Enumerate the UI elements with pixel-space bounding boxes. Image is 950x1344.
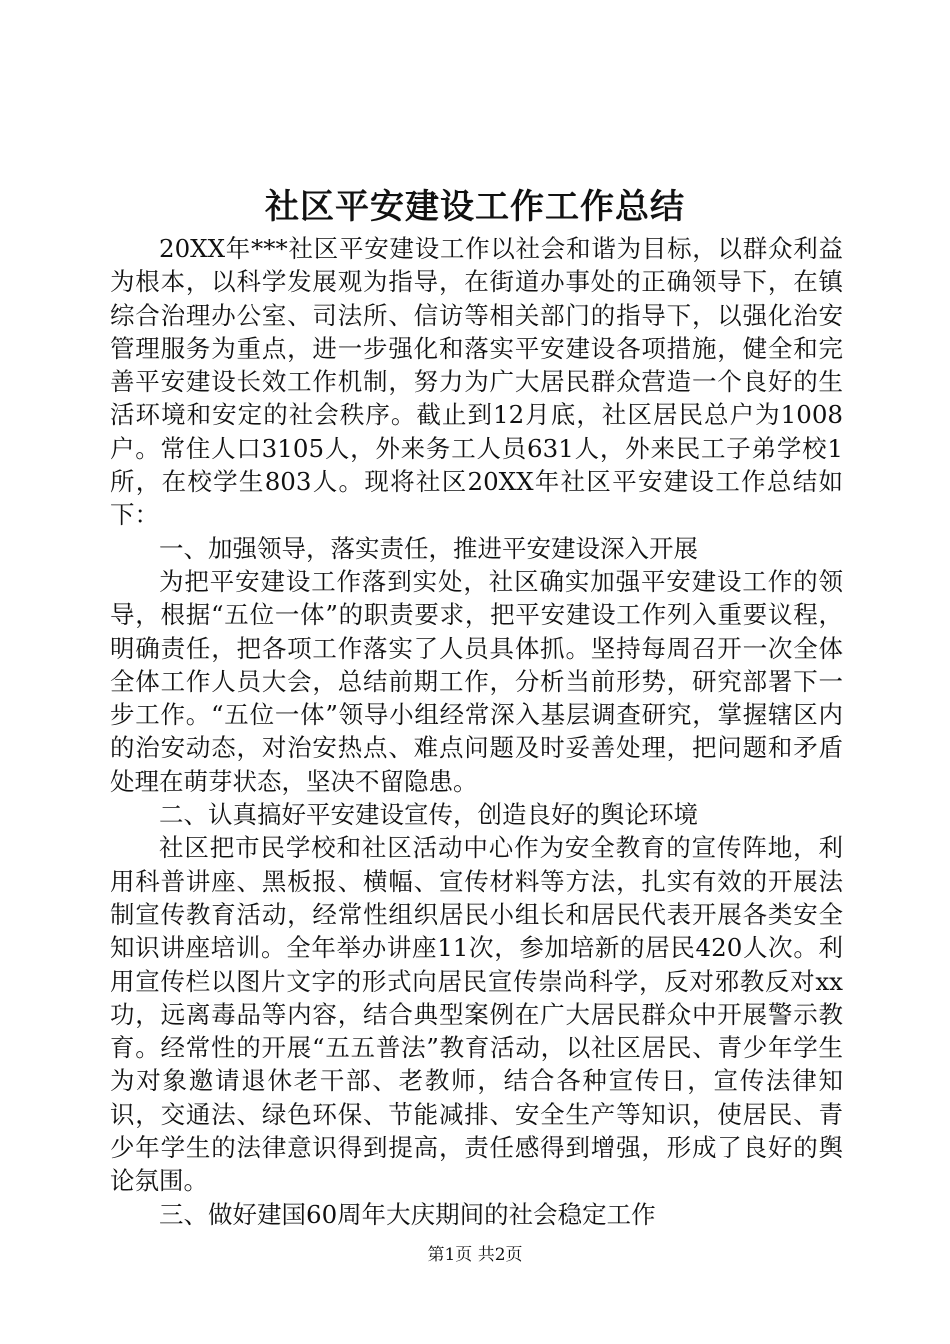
document-body	[110, 232, 843, 1231]
document-title: 社区平安建设工作工作总结	[265, 187, 685, 227]
section-1-paragraph: 为把平安建设工作落到实处，社区确实加强平安建设工作的领导，根据“五位一体”的职责要求，把平安建设工作列入重要议程，明确责任，把各项工作落实了人员具体抓。坚持每周召开一次全体全体工作人员大会，总结前期工作，分析当前形势，研究部署下一步工作。“五位一体”领导小组经常深入基层调查研究，掌握辖区内的治安动态，对治安热点、难点问题及时妥善处理，把问题和矛盾处理在萌芽状态，坚决不留隐患。	[110, 566, 843, 796]
section-2-paragraph: 社区把市民学校和社区活动中心作为安全教育的宣传阵地，利用科普讲座、黑板报、横幅、宣传材料等方法，扎实有效的开展法制宣传教育活动，经常性组织居民小组长和居民代表开展各类安全知识讲座培训。全年举办讲座11次，参加培新的居民420人次。利用宣传栏以图片文字的形式向居民宣传崇尚科学，反对邪教反对xx功，远离毒品等内容，结合典型案例在广大居民群众中开展警示教育。经常性的开展“五五普法”教育活动，以社区居民、青少年学生为对象邀请退休老干部、老教师，结合各种宣传日，宣传法律知识，交通法、绿色环保、节能减排、安全生产等知识，使居民、青少年学生的法律意识得到提高，责任感得到增强，形成了良好的舆论氛围。	[110, 833, 843, 1196]
section-heading-1: 一、加强领导，落实责任，推进平安建设深入开展	[159, 533, 698, 563]
page-footer: 第1页 共2页	[427, 1245, 523, 1265]
intro-paragraph: 20XX年***社区平安建设工作以社会和谐为目标，以群众利益为根本，以科学发展观为指导，在街道办事处的正确领导下，在镇综合治理办公室、司法所、信访等相关部门的指导下，以强化治安管理服务为重点，进一步强化和落实平安建设各项措施，健全和完善平安建设长效工作机制，努力为广大居民群众营造一个良好的生活环境和安定的社会秩序。截止到12月底，社区居民总户为1008户。常住人口3105人，外来务工人员631人，外来民工子弟学校1所，在校学生803人。现将社区20XX年社区平安建设工作总结如下：	[110, 234, 843, 530]
section-heading-3: 三、做好建国60周年大庆期间的社会稳定工作	[159, 1199, 656, 1229]
section-heading-2: 二、认真搞好平安建设宣传，创造良好的舆论环境	[159, 800, 698, 830]
